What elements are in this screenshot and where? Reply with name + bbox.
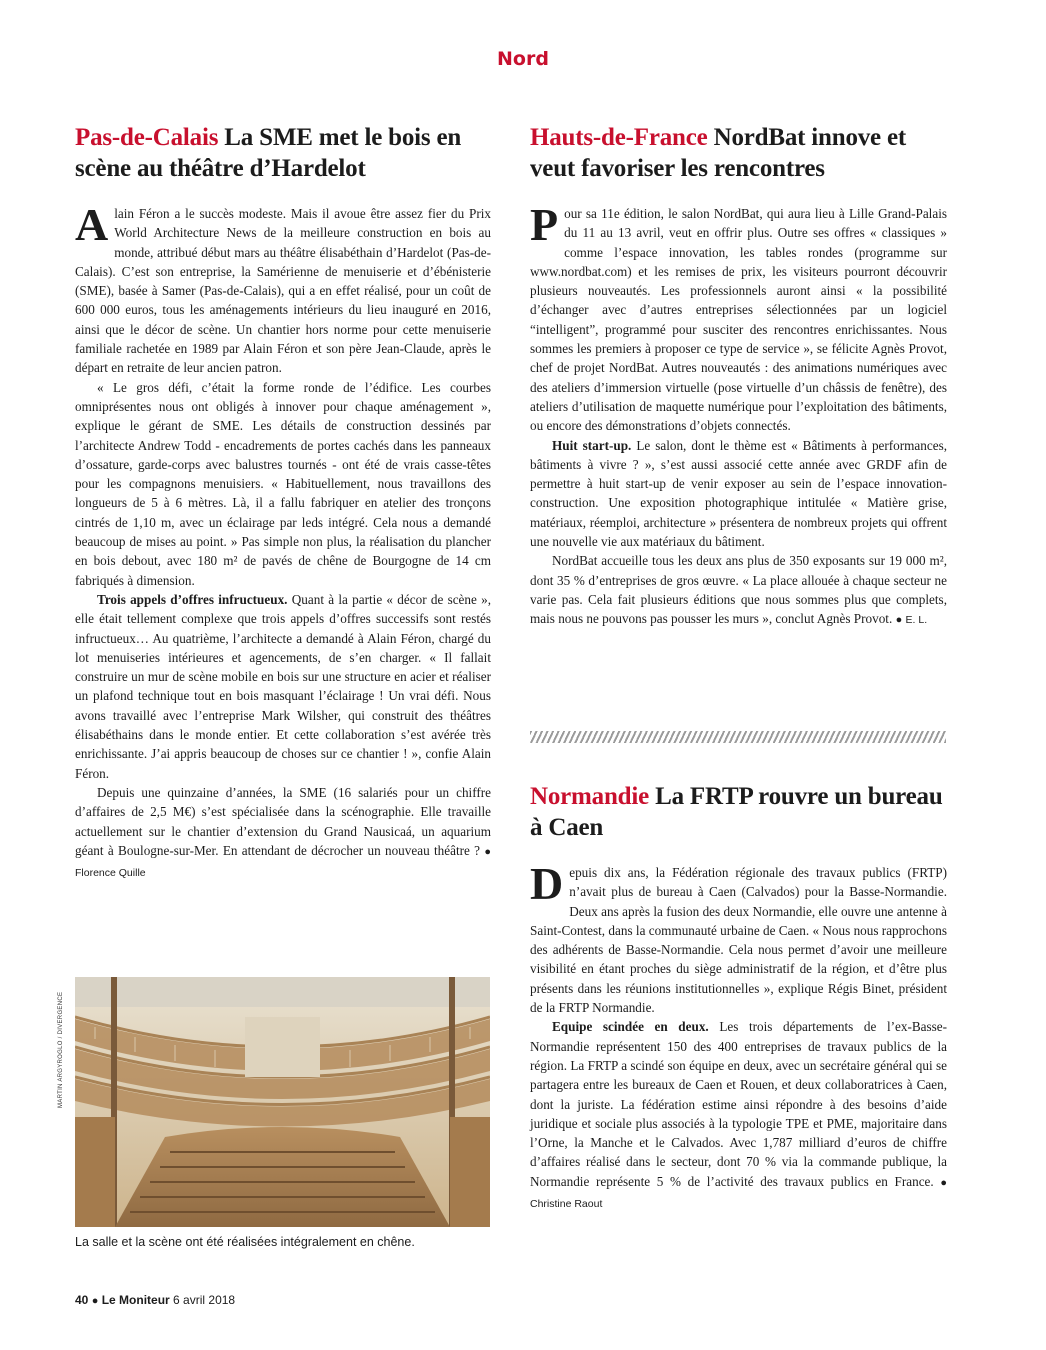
headline-title: La SME met le bois en scène au théâtre d’Hardelot — [75, 124, 462, 182]
paragraph-lead: Trois appels d’offres infructueux. — [97, 591, 288, 607]
author-signoff: E. L. — [905, 614, 928, 627]
paragraph-text: our sa 11e édition, le salon NordBat, qui aura lieu à Lille Grand-Palais du 11 au 13 avril, veut en offrir plus. Outre ses offres « classiques » comme l’espace innovation, les tables rondes (programme sur www.nordbat.com) et les remises de prix, les visiteurs pourront découvrir plusieurs nouveautés. Les professionnels auront ainsi « la possibilité d’échanger avec d’autres entreprises sélectionnées par un logiciel “intelligent”, programmé pour susciter des rencontres enrichissantes. Nous sommes les premiers à proposer ce type de service », se félicite Agnès Provot, chef de projet NordBat. Autres nouveautés : des animations numériques avec des ateliers d’immersion virtuelle (pose virtuelle d’un châssis de fenêtre), des ateliers d’utilisation de maquette numérique pour l’exploitation des bâtiments, ou encore des démonstrations d’objets connectés. — [530, 206, 947, 434]
paragraph-text: NordBat accueille tous les deux ans plus de 350 exposants sur 19 000 m², dont 35 % d’entreprises de gros œuvre. « La place allouée à chaque secteur ne varie pas. Cela fait plusieurs éditions que nous sommes plus que complets, mais nous ne pouvons pas pousser les murs », conclut Agnès Provot. — [530, 553, 947, 627]
paragraph — [530, 858, 947, 1017]
author-signoff: Florence Quille — [75, 867, 146, 880]
article-body — [530, 199, 948, 631]
headline — [530, 122, 947, 184]
bullet-icon: ● — [940, 1176, 947, 1189]
region-label: Pas-de-Calais — [75, 124, 219, 151]
paragraph — [75, 590, 491, 783]
bullet-icon: ● — [895, 614, 903, 627]
article-hauts-de-france — [530, 122, 947, 631]
region-label: Hauts-de-France — [530, 124, 708, 151]
article-body — [530, 858, 947, 1214]
paragraph-text: Le salon, dont le thème est « Bâtiments à performances, bâtiments à vivre ? », s’est aussi associé cette année avec GRDF afin de permettre à huit start-up de venir exposer au sein de l’espace innovation-construction. Une exposition photographique intitulée « Matière grise, matériaux, réemploi, architecture » présentera de nombreux projets qui offrent une nouvelle vie aux matériaux du bâtiment. — [530, 437, 948, 550]
issue-date: 6 avril 2018 — [173, 1293, 236, 1307]
article-body — [75, 199, 492, 883]
article-normandie — [530, 781, 947, 1214]
paragraph-lead: Equipe scindée en deux. — [552, 1019, 709, 1035]
headline — [530, 781, 947, 843]
page-number: 40 — [75, 1293, 89, 1307]
paragraph-text: Quant à la partie « décor de scène », elle était tellement complexe que trois appels d’offres successifs sont restés infructueux… Au quatrième, l’architecte a demandé à Alain Féron, chargé du lot menuiseries intérieures et agencements, de s’en charger. « Il fallait construire un mur de scène mobile en bois sur une structure en acier et réaliser un plafond technique tout en bois masquant l’éclairage ! Un vrai défi. Nous avons travaillé avec l’entreprise Mark Wilsher, qui construit des théâtres élisabéthains dans le monde entier. Et cette collaboration s’est avérée très enrichissante. J’ai appris beaucoup de choses sur ce chantier ! », confie Alain Féron. — [75, 591, 492, 781]
paragraph — [530, 1017, 947, 1214]
region-label: Normandie — [530, 783, 650, 810]
bullet-icon: ● — [91, 1295, 99, 1307]
section-tag: Nord — [497, 48, 549, 70]
author-signoff: Christine Raout — [530, 1198, 603, 1211]
hatched-divider — [530, 731, 946, 743]
photo-credit: MARTIN ARGYROGLO / DIVERGENCE — [58, 991, 64, 1108]
theatre-photo — [75, 977, 490, 1227]
paragraph-text: Depuis une quinzaine d’années, la SME (16 salariés pour un chiffre d’affaires de 2,5 M€) s’est spécialisée dans la scénographie. Elle travaille actuellement sur le chantier d’extension du Grand Nausicaá, un aquarium géant à Boulogne-sur-Mer. En attendant de décrocher un nouveau théâtre ? — [75, 784, 491, 858]
paragraph — [530, 436, 947, 552]
drop-cap: P — [530, 199, 559, 250]
article-pas-de-calais — [75, 122, 491, 883]
headline — [75, 122, 491, 184]
paragraph — [75, 783, 491, 883]
headline-title: La FRTP rouvre un bureau à Caen — [530, 783, 943, 841]
paragraph — [75, 199, 491, 378]
bullet-icon: ● — [484, 845, 491, 858]
publication-name: Le Moniteur — [101, 1293, 170, 1307]
photo-caption: La salle et la scène ont été réalisées intégralement en chêne. — [75, 1235, 415, 1249]
page-footer — [75, 1293, 235, 1307]
paragraph — [530, 199, 947, 436]
headline-title: NordBat innove et veut favoriser les rencontres — [530, 124, 907, 182]
paragraph-text: epuis dix ans, la Fédération régionale des travaux publics (FRTP) n’avait plus de bureau à Caen (Calvados) pour la Basse-Normandie. Deux ans après la fusion des deux Normandie, elle ouvre une antenne à Saint-Contest, dans la communauté urbaine de Caen. « Nous nous rapprochons des adhérents de Basse-Normandie. Cela nous permet d’avoir une meilleure visibilité en étant proches du siège administratif de la région, et d’être plus présents dans les réunions institutionnelles », explique Régis Binet, président de la FRTP Normandie. — [530, 865, 947, 1016]
paragraph-lead: Huit start-up. — [552, 437, 632, 453]
paragraph-text: lain Féron a le succès modeste. Mais il avoue être assez fier du Prix World Architecture News de la meilleure construction en bois au monde, attribué début mars au théâtre élisabéthain d’Hardelot (Pas-de-Calais). C’est son entreprise, la Samérienne de menuiserie et d’ébénisterie (SME), basée à Samer (Pas-de-Calais), qui a en effet réalisé, pour un coût de 600 000 euros, tous les aménagements intérieurs du lieu inauguré en 2016, ainsi que le décor de scène. Un chantier hors norme pour cette menuiserie familiale rachetée en 1989 par Alain Féron et son père Jean-Claude, après le départ en retraite de leur ancien patron. — [75, 206, 491, 376]
paragraph — [530, 551, 947, 630]
drop-cap: D — [530, 858, 564, 909]
paragraph: « Le gros défi, c’était la forme ronde de l’édifice. Les courbes omniprésentes nous ont obligés à innover pour chaque aménagement », explique le gérant de SME. Les détails de construction dessinés par l’architecte Andrew Todd - encadrements de portes cachés dans les panneaux d’ossature, garde-corps avec balustres tournés - ont été de vrais casse-têtes pour les compagnons menuisiers. « Habituellement, nous travaillons des longueurs de 5 à 6 mètres. Là, il a fallu fabriquer en atelier des tronçons cintrés de 1,10 m, avec un éclairage par leds intégré. Cela nous a demandé beaucoup de mises au point. » Pas simple non plus, la réalisation du plancher en bois debout, avec 180 m² de pavés de chêne de Bourgogne de 14 cm fabriqués à dimension. — [75, 379, 491, 588]
theatre-interior-image — [75, 977, 490, 1227]
paragraph-text: Les trois départements de l’ex-Basse-Normandie représentent 150 des 400 entreprises de travaux publics de la région. La FRTP a scindé son équipe en deux, avec un secrétaire général qui se partagera entre les bureaux de Caen et Rouen, et deux collaboratrices à Caen, dont la juriste. La fédération estime ainsi répondre à des besoins d’aide juridique et sociale plus associés à la typologie TPE et PME, majoritaire dans l’Orne, la Manche et le Calvados. Avec 1,787 milliard d’euros de chiffre d’affaires réalisé dans le secteur, dont 70 % via la commande publique, la Normandie représente 5 % de l’activité des travaux publics en France. — [530, 1019, 947, 1189]
drop-cap: A — [75, 199, 109, 250]
